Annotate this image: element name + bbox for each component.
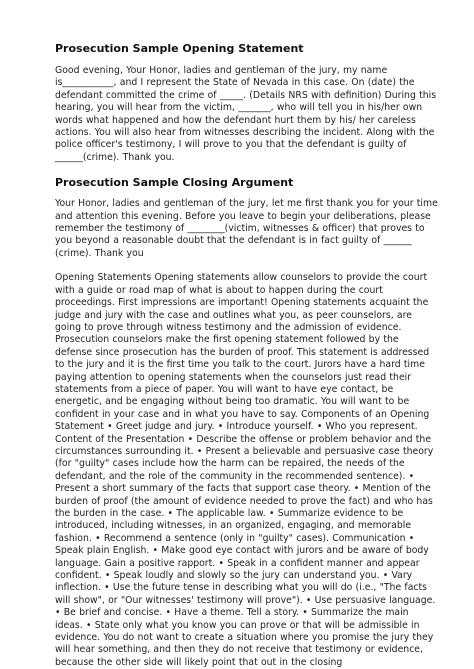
opening-statements-guide-text: Opening Statements Opening statements allow counselors to provide the court with a guide or road map of what is about to happen during the court proceedings. First impressions are important! Opening statements acquaint the judge and jury with the case and outlines what you, as peer counselors, are going to prove through witness testimony and the admission of evidence. Prosecution counselors make the first opening statement followed by the defense since prosecution has the burden of proof. This statement is addressed to the jury and it is the first time you talk to the court. Jurors have a hard time paying attention to opening statements when the counselors just read their statements from a piece of paper. You will want to have eye contact, be energetic, and be engaging without being too dramatic. You will want to be confident in your case and in what you have to say. Components of an Opening Statement • Greet judge and jury. • Introduce yourself. • Who you represent. Content of the Presentation • Describe the offense or problem behavior and the circumstances surrounding it. • Present a believable and persuasive case theory (for "guilty" cases include how the harm can be repaired, the needs of the defendant, and the role of the community in the recommended sentence). • Present a short summary of the facts that support case theory. • Mention of the burden of proof (the amount of evidence needed to prove the fact) and who has the burden in the case. • The applicable law. • Summarize evidence to be introduced, including witnesses, in an organized, engaging, and memorable fashion. • Recommend a sentence (only in "guilty" cases). Communication • Speak plain English. • Make good eye contact with jurors and be aware of body language. Gain a positive rapport. • Speak in a confident manner and appear confident. • Speak loudly and slowly so the jury can understand you. • Vary inflection. • Use the future tense in describing what you will do (i.e., "The facts will show", or "Our witnesses' testimony will prove"). • Use persuasive language. • Be brief and concise. • Have a theme. Tell a story. • Summarize the main ideas. • State only what you know you can prove or that will be admissible in evidence. You do not want to create a situation where you promise the jury they will hear something, and then they do not receive that testimony or evidence, because the other side will likely point that out in the closing [55, 272, 436, 668]
opening-statement-title: Prosecution Sample Opening Statement [55, 42, 304, 55]
closing-argument-title: Prosecution Sample Closing Argument [55, 176, 294, 190]
closing-argument-text: Your Honor, ladies and gentleman of the jury, let me first thank you for your time and attention this evening. Before you leave to begin your deliberations, please remember the testimony of ________(victim, witnesses & officer) that proves to you beyond a reasonable doubt that the defendant is in fact guilty of ______ (crime). Thank you [55, 198, 438, 259]
opening-statement-text: Good evening, Your Honor, ladies and gentleman of the jury, my name is___________, and I represent the State of Nevada in this case. On (date) the defendant committed the crime of _____. (Details NRS with definition) During this hearing, you will hear from the victim, _______, who will tell you in his/her own words what happened and how the defendant hurt them by his/ her careless actions. You will also hear from witnesses describing the incident. Along with the police officer's testimony, I will prove to you that the defendant is guilty of ______(crime). Thank you. [55, 65, 437, 163]
